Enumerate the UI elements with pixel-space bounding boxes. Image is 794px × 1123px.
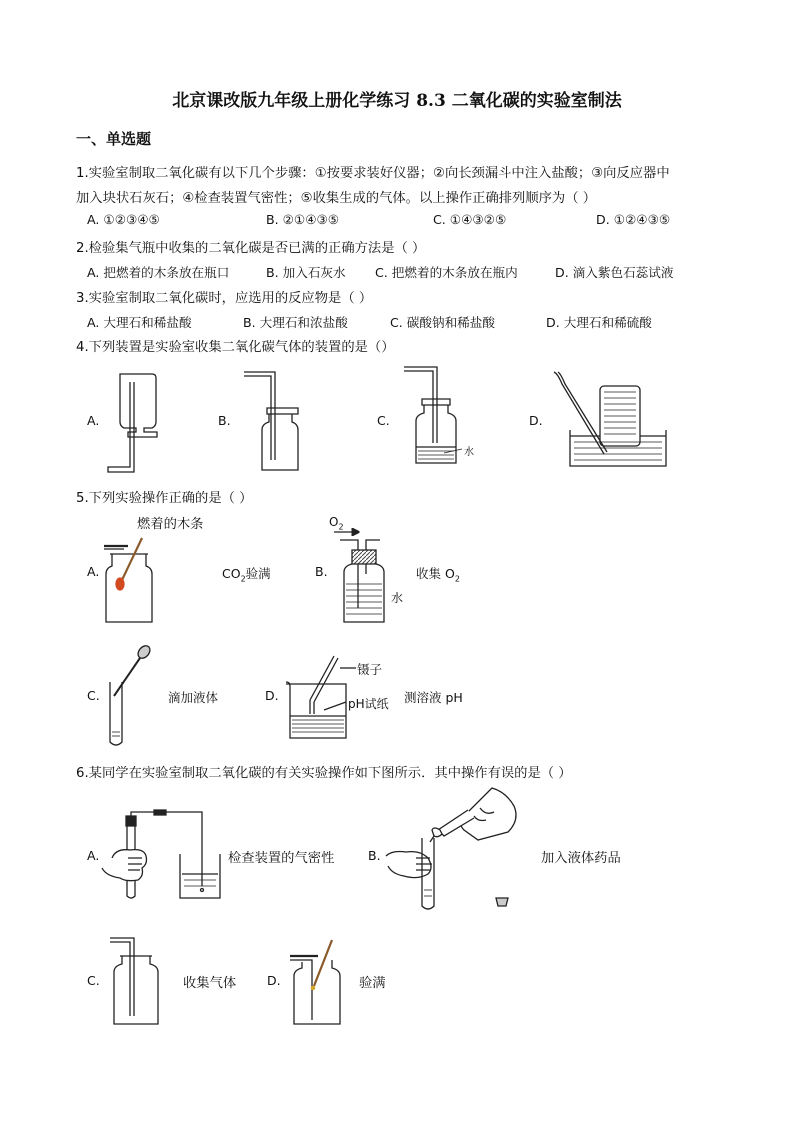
q1-option-d[interactable]: D. ①②④③⑤ <box>596 212 671 227</box>
q6-stem: 6.某同学在实验室制取二氧化碳的有关实验操作如下图所示．其中操作有误的是（ ） <box>76 766 572 781</box>
q5-water-label: 水 <box>391 591 404 605</box>
q5-figure-c <box>104 644 154 748</box>
q5-option-c-text: 滴加液体 <box>168 690 219 705</box>
q4-option-a[interactable]: A. <box>87 413 100 428</box>
q2-option-d[interactable]: D. 滴入紫色石蕊试液 <box>555 265 674 280</box>
q5-option-d-letter[interactable]: D. <box>265 688 279 703</box>
q5-figure-b <box>334 528 394 626</box>
q4-figure-a <box>100 372 165 474</box>
q6-option-b-text: 加入液体药品 <box>541 851 621 866</box>
q4-figure-b <box>240 370 305 472</box>
q6-option-d-letter[interactable]: D. <box>267 973 281 988</box>
q5-option-a-letter[interactable]: A. <box>87 564 100 579</box>
q6-option-c-letter[interactable]: C. <box>87 973 100 988</box>
q1-option-c[interactable]: C. ①④③②⑤ <box>433 212 507 227</box>
q4-option-b[interactable]: B. <box>218 413 231 428</box>
q5-stem: 5.下列实验操作正确的是（ ） <box>76 491 253 506</box>
q5-figure-d <box>284 650 374 742</box>
q6-figure-c <box>108 936 168 1028</box>
q6-option-b-letter[interactable]: B. <box>368 848 381 863</box>
q2-stem: 2.检验集气瓶中收集的二氧化碳是否已满的正确方法是（ ） <box>76 241 426 256</box>
q5-fig-caption: 燃着的木条 <box>137 517 204 532</box>
q3-stem: 3.实验室制取二氧化碳时，应选用的反应物是（ ） <box>76 291 373 306</box>
q2-option-a[interactable]: A. 把燃着的木条放在瓶口 <box>87 265 230 280</box>
q6-option-a-text: 检查装置的气密性 <box>228 851 335 866</box>
q6-figure-d <box>288 936 348 1028</box>
q5-option-a-text: $CO_2$验满 <box>222 566 271 584</box>
q6-figure-b <box>382 786 542 916</box>
q2-option-b[interactable]: B. 加入石灰水 <box>266 265 346 280</box>
q5-ph-paper-label: pH试纸 <box>348 697 389 711</box>
q5-option-b-letter[interactable]: B. <box>315 564 328 579</box>
q5-option-b-text: 收集 $O_2$ <box>416 566 460 584</box>
q4-water-label: 水 <box>464 447 474 458</box>
page-title: 北京课改版九年级上册化学练习 8.3 二氧化碳的实验室制法 <box>172 91 622 111</box>
q3-option-b[interactable]: B. 大理石和浓盐酸 <box>243 315 348 330</box>
q3-option-a[interactable]: A. 大理石和稀盐酸 <box>87 315 192 330</box>
q1-stem-line2: 加入块状石灰石；④检查装置气密性；⑤收集生成的气体。以上操作正确排列顺序为（ ） <box>76 191 597 206</box>
q4-option-c[interactable]: C. <box>377 413 390 428</box>
q3-option-c[interactable]: C. 碳酸钠和稀盐酸 <box>390 315 495 330</box>
q4-stem: 4.下列装置是实验室收集二氧化碳气体的装置的是（） <box>76 340 395 355</box>
section-heading: 一、单选题 <box>76 130 152 148</box>
q5-option-d-text: 测溶液 pH <box>404 690 463 705</box>
q1-option-b[interactable]: B. ②①④③⑤ <box>266 212 340 227</box>
q1-stem-line1: 1.实验室制取二氧化碳有以下几个步骤：①按要求装好仪器；②向长颈漏斗中注入盐酸；③向反应器中 <box>76 166 670 181</box>
q5-gas-label: $O_2$ <box>329 515 344 532</box>
q6-option-d-text: 验满 <box>359 976 386 991</box>
q5-option-c-letter[interactable]: C. <box>87 688 100 703</box>
q1-option-a[interactable]: A. ①②③④⑤ <box>87 212 160 227</box>
q5-tweezer-label: 镊子 <box>357 662 383 677</box>
q2-option-c[interactable]: C. 把燃着的木条放在瓶内 <box>375 265 518 280</box>
q3-option-d[interactable]: D. 大理石和稀硫酸 <box>546 315 652 330</box>
q4-figure-d <box>552 370 672 472</box>
q4-option-d[interactable]: D. <box>529 413 543 428</box>
q6-option-c-text: 收集气体 <box>183 976 237 991</box>
q5-figure-a <box>100 536 160 626</box>
q6-figure-a <box>98 810 228 902</box>
q6-option-a-letter[interactable]: A. <box>87 848 100 863</box>
